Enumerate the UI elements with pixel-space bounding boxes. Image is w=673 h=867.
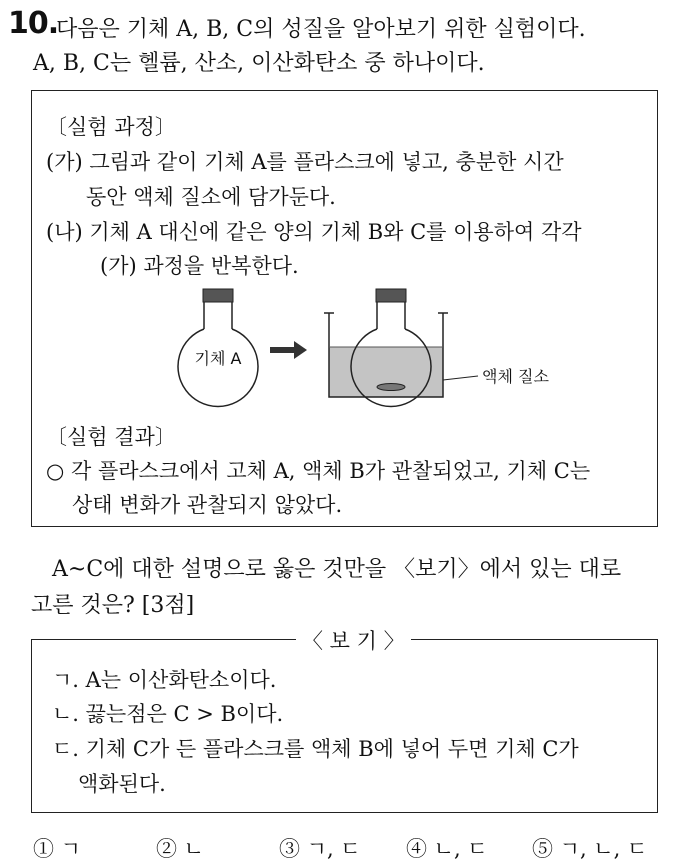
question-line-1: 다음은 기체 A, B, C의 성질을 알아보기 위한 실험이다.	[56, 17, 586, 42]
bogi-item-1: ㄱ. A는 이산화탄소이다.	[52, 668, 277, 692]
question-number: 10.	[8, 6, 59, 41]
prompt-line-1: A~C에 대한 설명으로 옳은 것만을 〈보기〉에서 있는 대로	[52, 557, 622, 582]
bogi-box	[31, 639, 658, 813]
result-title: 〔실험 결과〕	[46, 425, 176, 449]
flask-in-bath-icon	[351, 289, 431, 406]
process-title: 〔실험 과정〕	[46, 115, 176, 139]
result-line-2: 상태 변화가 관찰되지 않았다.	[72, 493, 343, 517]
step-ga-line-2: 동안 액체 질소에 담가둔다.	[86, 185, 336, 209]
choice-4[interactable]: ④ ㄴ, ㄷ	[406, 837, 488, 861]
bath-leader-line	[443, 376, 478, 380]
question-line-2: A, B, C는 헬륨, 산소, 이산화탄소 중 하나이다.	[33, 51, 485, 76]
choice-3[interactable]: ③ ㄱ, ㄷ	[279, 837, 361, 861]
prompt-line-2: 고른 것은? [3점]	[31, 593, 195, 618]
flask-a-icon	[178, 289, 258, 406]
bogi-item-3-line-2: 액화된다.	[78, 772, 166, 796]
step-na-line-2: (가) 과정을 반복한다.	[100, 254, 299, 278]
bogi-item-3-line-1: ㄷ. 기체 C가 든 플라스크를 액체 B에 넣어 두면 기체 C가	[52, 737, 579, 761]
step-na-line-1: (나) 기체 A 대신에 같은 양의 기체 B와 C를 이용하여 각각	[46, 220, 582, 244]
choice-2[interactable]: ② ㄴ	[156, 837, 204, 861]
step-ga-line-1: (가) 그림과 같이 기체 A를 플라스크에 넣고, 충분한 시간	[46, 150, 564, 174]
bath-label: 액체 질소	[482, 367, 549, 386]
flask-a-label: 기체 A	[194, 349, 242, 368]
result-line-1: ○ 각 플라스크에서 고체 A, 액체 B가 관찰되었고, 기체 C는	[46, 459, 591, 483]
choice-1[interactable]: ① ㄱ	[33, 837, 81, 861]
choice-5[interactable]: ⑤ ㄱ, ㄴ, ㄷ	[532, 837, 648, 861]
experiment-box	[31, 90, 658, 527]
bogi-item-2: ㄴ. 끓는점은 C > B이다.	[52, 702, 284, 726]
arrow-right-icon	[270, 341, 307, 359]
bogi-title: 〈 보 기 〉	[296, 625, 411, 655]
